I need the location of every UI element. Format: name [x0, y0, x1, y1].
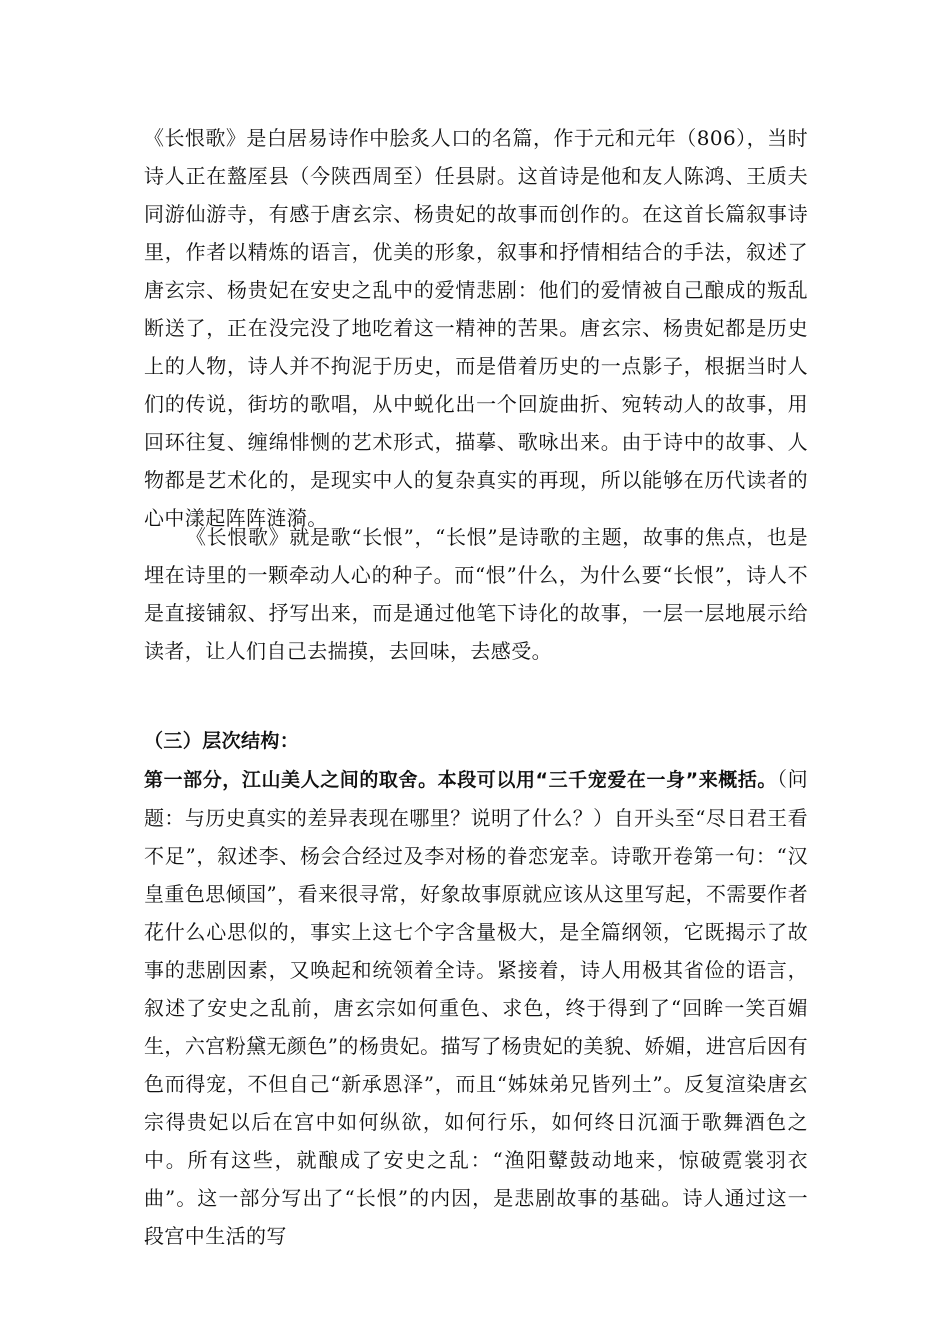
part-one-lead: 第一部分，江山美人之间的取舍。本段可以用“三千宠爱在一身”来概括。	[144, 769, 777, 791]
theme-section	[144, 518, 808, 670]
part-one-paragraph	[144, 760, 808, 1255]
intro-section	[144, 119, 808, 537]
theme-paragraph: 《长恨歌》就是歌“长恨”，“长恨”是诗歌的主题，故事的焦点，也是埋在诗里的一颗牵动人心的种子。而“恨”什么，为什么要“长恨”，诗人不是直接铺叙、抒写出来，而是通过他笔下诗化的故事，一层一层地展示给读者，让人们自己去揣摸，去回味，去感受。	[144, 525, 808, 663]
part-one-body: （问题：与历史真实的差异表现在哪里？说明了什么？）自开头至“尽日君王看不足”，叙述李、杨会合经过及李对杨的眷恋宠幸。诗歌开卷第一句：“汉皇重色思倾国”，看来很寻常，好象故事原就应该从这里写起，不需要作者花什么心思似的，事实上这七个字含量极大，是全篇纲领，它既揭示了故事的悲剧因素，又唤起和统领着全诗。紧接着，诗人用极其省俭的语言，叙述了安史之乱前，唐玄宗如何重色、求色，终于得到了“回眸一笑百媚生，六宫粉黛无颜色”的杨贵妃。描写了杨贵妃的美貌、娇媚，进宫后因有色而得宠，不但自己“新承恩泽”，而且“姊妹弟兄皆列土”。反复渲染唐玄宗得贵妃以后在宫中如何纵欲，如何行乐，如何终日沉湎于歌舞酒色之中。所有这些，就酿成了安史之乱：“渔阳鼙鼓动地来，惊破霓裳羽衣曲”。这一部分写出了“长恨”的内因，是悲剧故事的基础。诗人通过这一段宫中生活的写	[144, 767, 808, 1248]
structure-section	[144, 722, 808, 1255]
intro-paragraph: 《长恨歌》是白居易诗作中脍炙人口的名篇，作于元和元年（806），当时诗人正在盩厔县（今陕西周至）任县尉。这首诗是他和友人陈鸿、王质夫同游仙游寺，有感于唐玄宗、杨贵妃的故事而创作的。在这首长篇叙事诗里，作者以精炼的语言，优美的形象，叙事和抒情相结合的手法，叙述了唐玄宗、杨贵妃在安史之乱中的爱情悲剧：他们的爱情被自己酿成的叛乱断送了，正在没完没了地吃着这一精神的苦果。唐玄宗、杨贵妃都是历史上的人物，诗人并不拘泥于历史，而是借着历史的一点影子，根据当时人们的传说，街坊的歌唱，从中蜕化出一个回旋曲折、宛转动人的故事，用回环往复、缠绵悱恻的艺术形式，描摹、歌咏出来。由于诗中的故事、人物都是艺术化的，是现实中人的复杂真实的再现，所以能够在历代读者的心中漾起阵阵涟漪。	[144, 126, 808, 530]
section-heading: （三）层次结构：	[144, 730, 300, 752]
